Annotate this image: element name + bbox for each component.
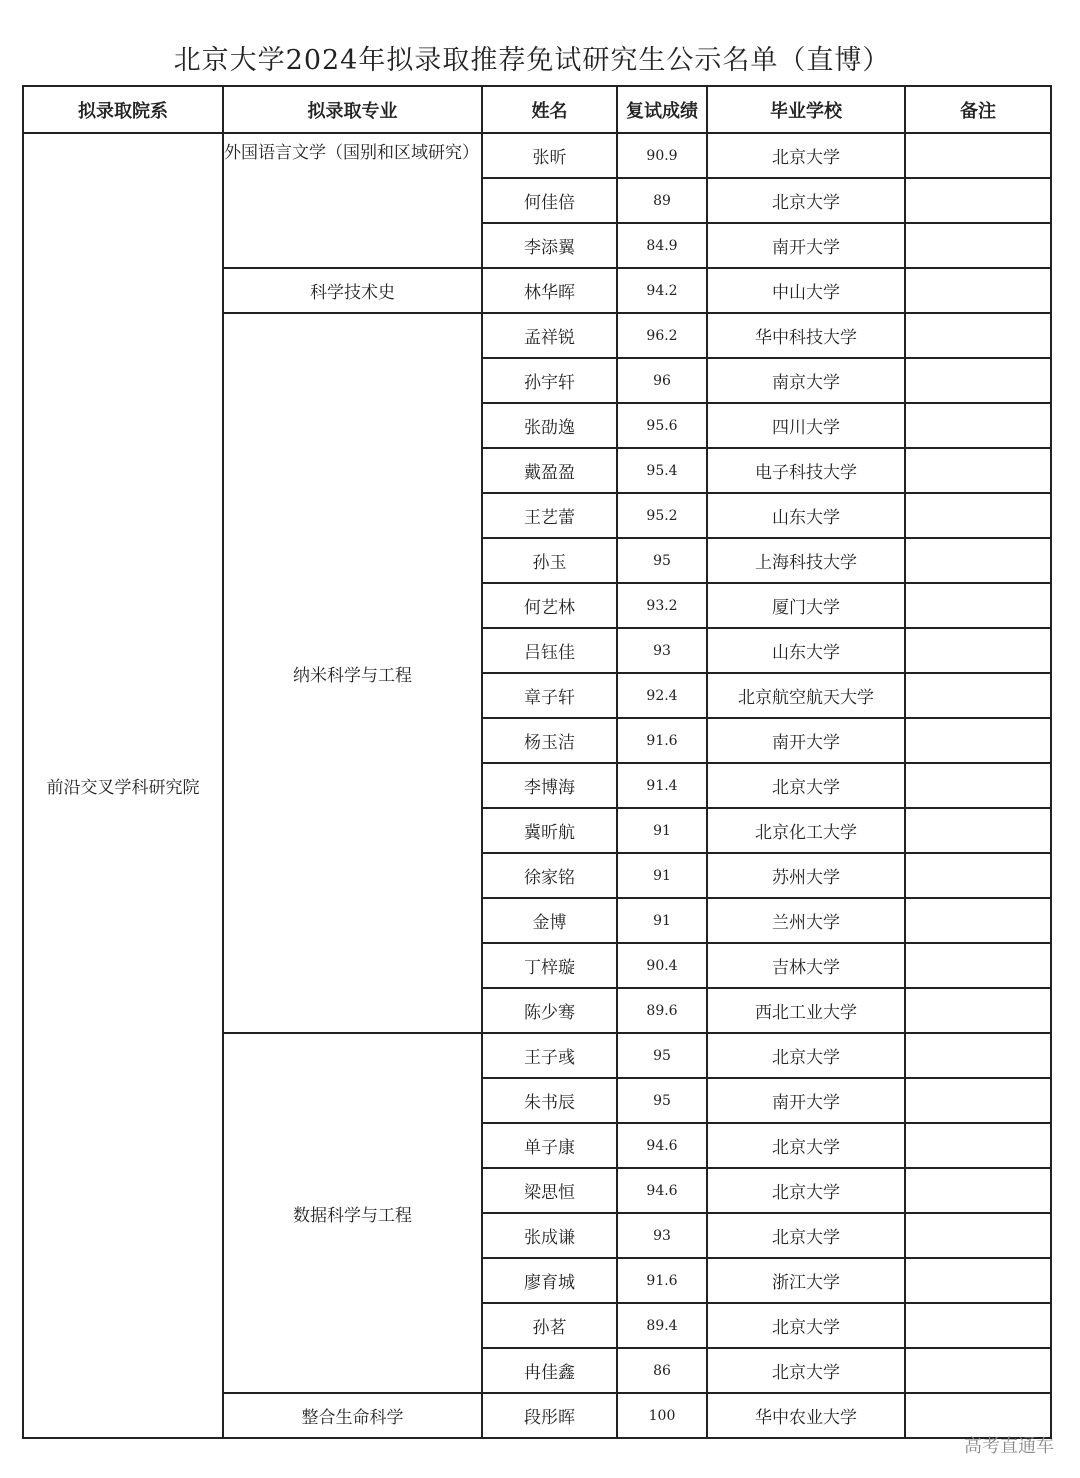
graduate-school: 南开大学: [707, 718, 905, 763]
graduate-school: 南开大学: [707, 1078, 905, 1123]
department-cell: 前沿交叉学科研究院: [23, 133, 223, 1438]
graduate-school: 中山大学: [707, 268, 905, 313]
retest-score: 91: [617, 808, 707, 853]
student-name: 张昕: [482, 133, 617, 178]
graduate-school: 华中科技大学: [707, 313, 905, 358]
table-body: [23, 133, 1051, 1438]
graduate-school: 兰州大学: [707, 898, 905, 943]
watermark: 高考直通车: [964, 1436, 1054, 1457]
retest-score: 96.2: [617, 313, 707, 358]
remarks-cell: [905, 988, 1051, 1033]
graduate-school: 北京大学: [707, 1303, 905, 1348]
retest-score: 94.6: [617, 1123, 707, 1168]
remarks-cell: [905, 538, 1051, 583]
major-cell: 科学技术史: [223, 268, 482, 313]
student-name: 廖育城: [482, 1258, 617, 1303]
student-name: 张劭逸: [482, 403, 617, 448]
retest-score: 84.9: [617, 223, 707, 268]
remarks-cell: [905, 133, 1051, 178]
remarks-cell: [905, 628, 1051, 673]
graduate-school: 北京大学: [707, 1348, 905, 1393]
graduate-school: 北京大学: [707, 1033, 905, 1078]
graduate-school: 北京大学: [707, 763, 905, 808]
remarks-cell: [905, 1258, 1051, 1303]
student-name: 李博海: [482, 763, 617, 808]
retest-score: 90.9: [617, 133, 707, 178]
table-row: [23, 133, 1051, 178]
remarks-cell: [905, 223, 1051, 268]
major-cell: 外国语言文学（国别和区域研究）: [223, 133, 482, 268]
remarks-cell: [905, 1033, 1051, 1078]
remarks-cell: [905, 1213, 1051, 1258]
remarks-cell: [905, 898, 1051, 943]
retest-score: 90.4: [617, 943, 707, 988]
student-name: 冉佳鑫: [482, 1348, 617, 1393]
major-cell: 数据科学与工程: [223, 1033, 482, 1393]
remarks-cell: [905, 268, 1051, 313]
retest-score: 91.6: [617, 1258, 707, 1303]
retest-score: 86: [617, 1348, 707, 1393]
graduate-school: 北京大学: [707, 1123, 905, 1168]
remarks-cell: [905, 403, 1051, 448]
document-title: 北京大学2024年拟录取推荐免试研究生公示名单（直博）: [173, 45, 891, 76]
student-name: 张成谦: [482, 1213, 617, 1258]
major-cell: 纳米科学与工程: [223, 313, 482, 1033]
student-name: 孙宇轩: [482, 358, 617, 403]
remarks-cell: [905, 943, 1051, 988]
retest-score: 89.4: [617, 1303, 707, 1348]
student-name: 杨玉洁: [482, 718, 617, 763]
student-name: 孙茗: [482, 1303, 617, 1348]
major-cell: 整合生命科学: [223, 1393, 482, 1438]
remarks-cell: [905, 583, 1051, 628]
student-name: 何佳倍: [482, 178, 617, 223]
graduate-school: 北京大学: [707, 1168, 905, 1213]
remarks-cell: [905, 1078, 1051, 1123]
graduate-school: 南开大学: [707, 223, 905, 268]
retest-score: 91: [617, 898, 707, 943]
remarks-cell: [905, 178, 1051, 223]
retest-score: 91.4: [617, 763, 707, 808]
remarks-cell: [905, 1123, 1051, 1168]
graduate-school: 吉林大学: [707, 943, 905, 988]
retest-score: 93: [617, 1213, 707, 1258]
retest-score: 92.4: [617, 673, 707, 718]
retest-score: 93.2: [617, 583, 707, 628]
retest-score: 95.4: [617, 448, 707, 493]
header-remarks: 备注: [905, 86, 1051, 133]
graduate-school: 上海科技大学: [707, 538, 905, 583]
retest-score: 95: [617, 1033, 707, 1078]
retest-score: 91: [617, 853, 707, 898]
remarks-cell: [905, 313, 1051, 358]
remarks-cell: [905, 1348, 1051, 1393]
student-name: 徐家铭: [482, 853, 617, 898]
graduate-school: 华中农业大学: [707, 1393, 905, 1438]
graduate-school: 厦门大学: [707, 583, 905, 628]
graduate-school: 北京化工大学: [707, 808, 905, 853]
graduate-school: 北京大学: [707, 178, 905, 223]
retest-score: 95.6: [617, 403, 707, 448]
student-name: 吕钰佳: [482, 628, 617, 673]
student-name: 何艺林: [482, 583, 617, 628]
remarks-cell: [905, 763, 1051, 808]
retest-score: 93: [617, 628, 707, 673]
student-name: 金博: [482, 898, 617, 943]
graduate-school: 西北工业大学: [707, 988, 905, 1033]
graduate-school: 浙江大学: [707, 1258, 905, 1303]
graduate-school: 山东大学: [707, 628, 905, 673]
remarks-cell: [905, 673, 1051, 718]
retest-score: 89.6: [617, 988, 707, 1033]
admission-table: [22, 85, 1052, 1439]
retest-score: 94.6: [617, 1168, 707, 1213]
graduate-school: 山东大学: [707, 493, 905, 538]
remarks-cell: [905, 853, 1051, 898]
student-name: 孙玉: [482, 538, 617, 583]
graduate-school: 电子科技大学: [707, 448, 905, 493]
graduate-school: 北京航空航天大学: [707, 673, 905, 718]
student-name: 朱书辰: [482, 1078, 617, 1123]
student-name: 王子彧: [482, 1033, 617, 1078]
header-department: 拟录取院系: [23, 86, 223, 133]
remarks-cell: [905, 358, 1051, 403]
header-school: 毕业学校: [707, 86, 905, 133]
remarks-cell: [905, 718, 1051, 763]
student-name: 林华晖: [482, 268, 617, 313]
graduate-school: 北京大学: [707, 133, 905, 178]
retest-score: 94.2: [617, 268, 707, 313]
header-score: 复试成绩: [617, 86, 707, 133]
student-name: 段彤晖: [482, 1393, 617, 1438]
retest-score: 89: [617, 178, 707, 223]
retest-score: 95.2: [617, 493, 707, 538]
remarks-cell: [905, 808, 1051, 853]
remarks-cell: [905, 448, 1051, 493]
student-name: 丁梓璇: [482, 943, 617, 988]
graduate-school: 四川大学: [707, 403, 905, 448]
student-name: 章子轩: [482, 673, 617, 718]
retest-score: 95: [617, 538, 707, 583]
student-name: 李添翼: [482, 223, 617, 268]
header-name: 姓名: [482, 86, 617, 133]
retest-score: 96: [617, 358, 707, 403]
remarks-cell: [905, 1303, 1051, 1348]
student-name: 王艺蕾: [482, 493, 617, 538]
graduate-school: 南京大学: [707, 358, 905, 403]
student-name: 孟祥锐: [482, 313, 617, 358]
student-name: 戴盈盈: [482, 448, 617, 493]
retest-score: 91.6: [617, 718, 707, 763]
remarks-cell: [905, 493, 1051, 538]
graduate-school: 苏州大学: [707, 853, 905, 898]
retest-score: 95: [617, 1078, 707, 1123]
student-name: 冀昕航: [482, 808, 617, 853]
student-name: 单子康: [482, 1123, 617, 1168]
student-name: 梁思恒: [482, 1168, 617, 1213]
graduate-school: 北京大学: [707, 1213, 905, 1258]
remarks-cell: [905, 1168, 1051, 1213]
retest-score: 100: [617, 1393, 707, 1438]
student-name: 陈少骞: [482, 988, 617, 1033]
table-header-row: [23, 86, 1051, 133]
header-major: 拟录取专业: [223, 86, 482, 133]
